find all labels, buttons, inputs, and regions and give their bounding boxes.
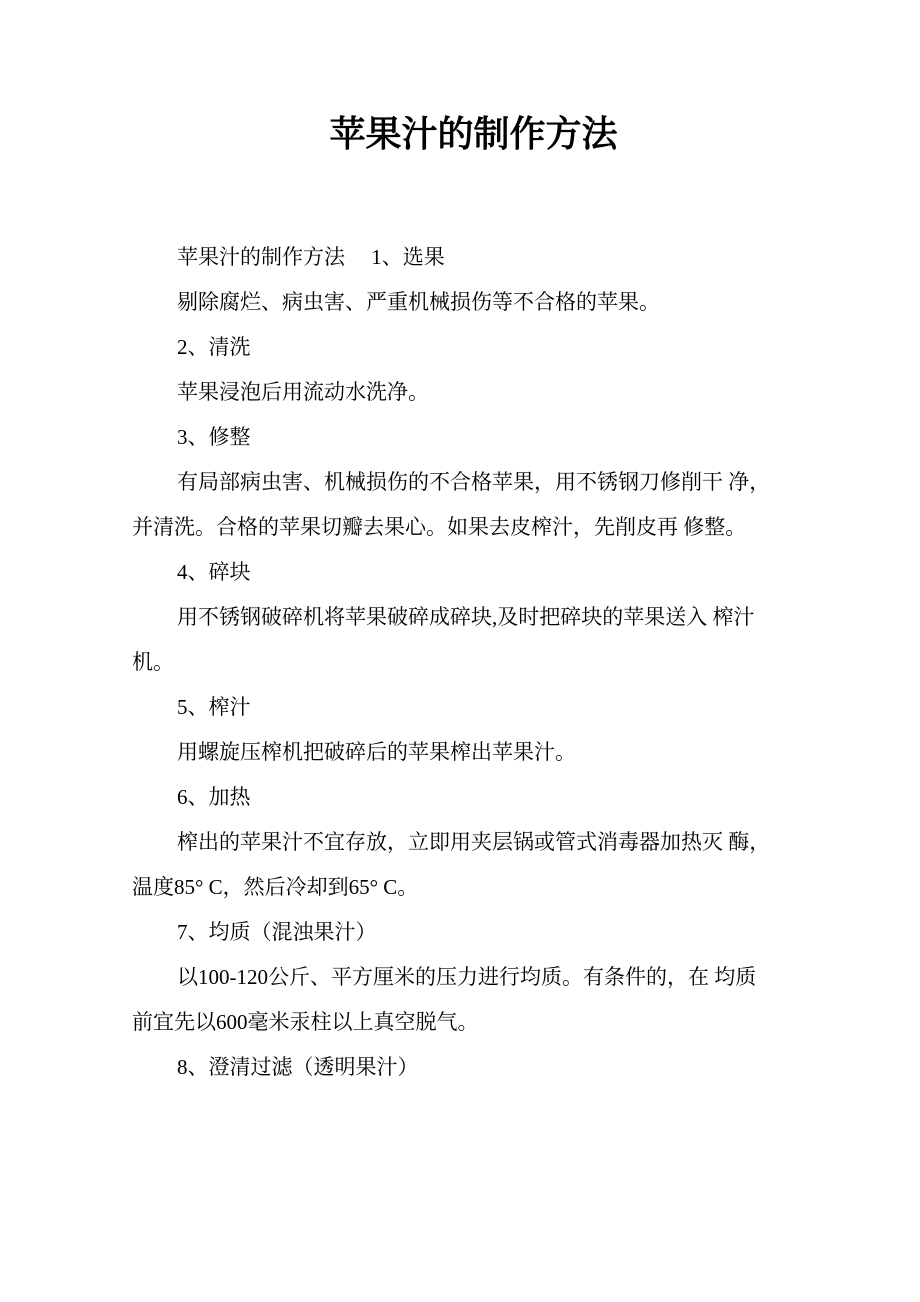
doc-line-step-2-text: 苹果浸泡后用流动水洗净。 bbox=[177, 380, 429, 404]
doc-line-step-6-text-2: 温度85° C，然后冷却到65° C。 bbox=[132, 875, 419, 899]
doc-line-step-3-heading: 3、修整 bbox=[177, 425, 251, 449]
doc-line-step-4-text-2: 机。 bbox=[132, 650, 174, 674]
doc-line-step-7-text-2: 前宜先以600毫米汞柱以上真空脱气。 bbox=[132, 1010, 479, 1034]
doc-line-step-6-heading: 6、加热 bbox=[177, 785, 251, 809]
doc-line-heading-and-step-1: 苹果汁的制作方法 1、选果 bbox=[177, 245, 445, 269]
doc-line-step-4-heading: 4、碎块 bbox=[177, 560, 251, 584]
doc-line-step-5-text: 用螺旋压榨机把破碎后的苹果榨出苹果汁。 bbox=[177, 740, 576, 764]
doc-line-step-1-text: 剔除腐烂、病虫害、严重机械损伤等不合格的苹果。 bbox=[177, 290, 660, 314]
doc-line-step-3-text-2: 并清洗。合格的苹果切瓣去果心。如果去皮榨汁，先削皮再 修整。 bbox=[132, 515, 747, 539]
doc-line-step-6-text-1: 榨出的苹果汁不宜存放，立即用夹层锅或管式消毒器加热灭 酶， bbox=[177, 830, 771, 854]
doc-line-step-3-text-1: 有局部病虫害、机械损伤的不合格苹果，用不锈钢刀修削干 净， bbox=[177, 470, 771, 494]
doc-line-step-5-heading: 5、榨汁 bbox=[177, 695, 251, 719]
document-body bbox=[132, 235, 815, 1090]
doc-line-step-8-heading: 8、澄清过滤（透明果汁） bbox=[177, 1055, 419, 1079]
doc-line-step-2-heading: 2、清洗 bbox=[177, 335, 251, 359]
document-title: 苹果汁的制作方法 bbox=[329, 113, 618, 154]
doc-line-step-7-heading: 7、均质（混浊果汁） bbox=[177, 920, 377, 944]
doc-line-step-7-text-1: 以100-120公斤、平方厘米的压力进行均质。有条件的，在 均质 bbox=[177, 965, 757, 989]
doc-line-step-4-text-1: 用不锈钢破碎机将苹果破碎成碎块,及时把碎块的苹果送入 榨汁 bbox=[177, 605, 755, 629]
